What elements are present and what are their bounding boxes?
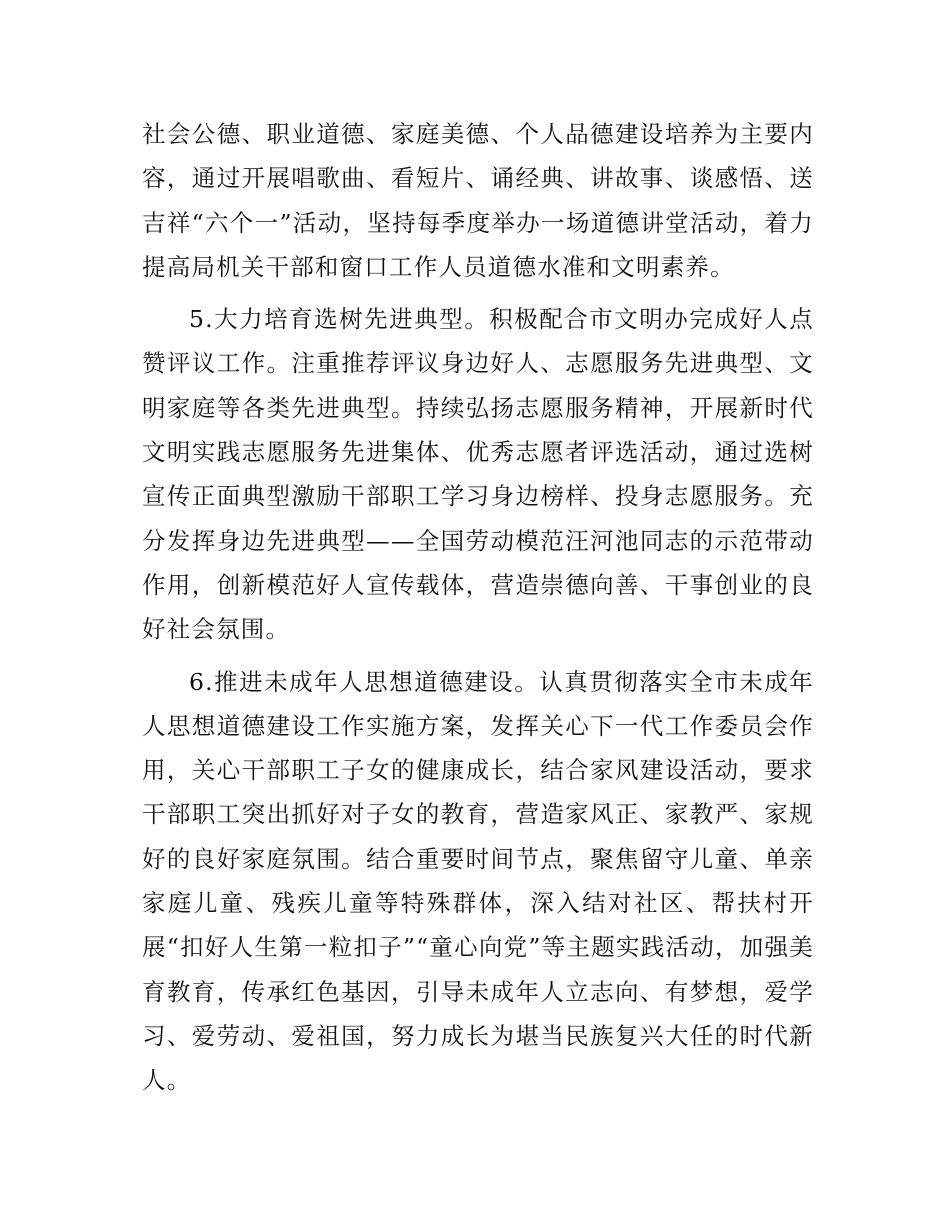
- paragraph-item-6: 6.推进未成年人思想道德建设。认真贯彻落实全市未成年人思想道德建设工作实施方案，发挥关心下一代工作委员会作用，关心干部职工子女的健康成长，结合家风建设活动，要求干部职工突出抓好对子女的教育，营造家风正、家教严、家规好的良好家庭氛围。结合重要时间节点，聚焦留守儿童、单亲家庭儿童、残疾儿童等特殊群体，深入结对社区、帮扶村开展“扣好人生第一粒扣子”“童心向党”等主题实践活动，加强美育教育，传承红色基因，引导未成年人立志向、有梦想，爱学习、爱劳动、爱祖国，努力成长为堪当民族复兴大任的时代新人。: [142, 667, 814, 1095]
- paragraph-item-5: 5.大力培育选树先进典型。积极配合市文明办完成好人点赞评议工作。注重推荐评议身边好人、志愿服务先进典型、文明家庭等各类先进典型。持续弘扬志愿服务精神，开展新时代文明实践志愿服务先进集体、优秀志愿者评选活动，通过选树宣传正面典型激励干部职工学习身边榜样、投身志愿服务。充分发挥身边先进典型——全国劳动模范汪河池同志的示范带动作用，创新模范好人宣传载体，营造崇德向善、干事创业的良好社会氛围。: [142, 305, 814, 644]
- document-body: [142, 112, 814, 1103]
- paragraph-continuation: 社会公德、职业道德、家庭美德、个人品德建设培养为主要内容，通过开展唱歌曲、看短片、诵经典、讲故事、谈感悟、送吉祥“六个一”活动，坚持每季度举办一场道德讲堂活动，着力提高局机关干部和窗口工作人员道德水准和文明素养。: [142, 120, 814, 281]
